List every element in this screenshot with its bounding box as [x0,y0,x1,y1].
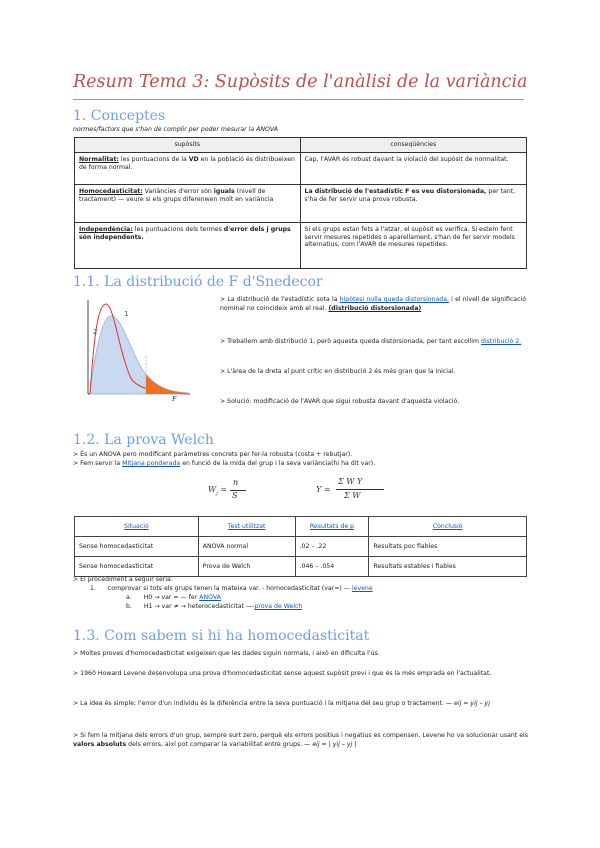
heading-snedecor: 1.1. La distribució de F d'Snedecor [73,274,323,290]
table-header-cell: conseqüències [300,138,526,153]
list-number: 1. [90,585,96,592]
link-hipotesi-nulla[interactable]: hipòtesi nulla queda distorsionada, [339,296,449,303]
list-letter: b. [126,603,132,610]
table-header-cell: Resultats de p [295,517,369,537]
list-text: H1 → var ≠ → heterocedasticitat —- [143,603,255,610]
table-cell [300,184,526,222]
label-f-axis: F [172,395,177,402]
title-divider [73,99,524,100]
table-header-cell: Situació [75,517,199,537]
table-cell: Resultats poc fiables [369,537,527,557]
formula-w-lhs: $W_j$ = [208,485,228,497]
fraction-bar [336,489,384,490]
cell-bold-text: iguals [213,187,235,195]
line-text: en funció de la mida del grup i la seva variància(hi ha dit var). [180,460,376,467]
procedure-step-a [126,594,221,603]
formula-weighted-mean [316,476,416,506]
formula-text: j [216,490,218,497]
table-row [75,222,527,268]
f-distribution-graph [82,296,194,402]
welch-line-2 [73,460,375,469]
paragraph-bold-text: (distribució distorsionada) [328,304,422,312]
table-cell [75,222,301,268]
snedecor-paragraph-2 [220,338,526,347]
cell-text: per tant, s'ha de fer servir una prova robusta. [304,187,516,203]
procedure-step-b [126,603,302,612]
cell-bold-text: VD [188,155,199,163]
inline-formula: — eij = | yij – yj | [302,740,357,748]
welch-line-1: > És un ANOVA pero modificant paràmetres concrets per fer-la robusta (costa + rebutjar). [73,451,353,458]
snedecor-paragraph-3: > L'àrea de la dreta al punt crític en distribució 2 és més gran que la inicial. [220,368,456,375]
label-distribution-1: 1 [124,310,129,318]
conceptes-subtitle: normes/factors que s'han de complir per poder mesurar la ANOVA [73,126,278,133]
document-title: Resum Tema 3: Supòsits de l'anàlisi de la variància [73,72,528,92]
table-cell [75,184,301,222]
table-cell: Resultats estables i fiables [369,557,527,577]
line-text: > Fem servir la [73,460,123,467]
formula-numerator: n [233,478,239,487]
paragraph-text: > Treballem amb distribució 1, però aquesta queda distorsionada, per tant escollim [220,338,482,345]
welch-results-table [74,516,527,577]
paragraph-bold-text: valors absoluts [73,740,127,748]
link-prova-welch[interactable]: prova de Welch [254,603,303,610]
table-header-cell: supòsits [75,138,301,153]
critical-region-fill [146,374,188,394]
table-header-row [75,138,527,153]
term-homocedasticitat: Homocedasticitat: [79,187,143,195]
paragraph-text: > La distribució de l'estadístic sota la [220,296,340,303]
heading-welch: 1.2. La prova Welch [73,432,214,448]
paragraph-text: > Si fem la mitjana dels errors d'un grup, sempre surt zero, perquè els errors positius i negatius es compensen. Levene ho va solucionar usant els [73,732,528,739]
cell-text: les puntuacions dels termes [132,225,224,233]
term-independencia: Independència: [79,225,133,233]
table-row [75,557,527,577]
distribution-2-curve [90,316,188,394]
link-anova[interactable]: ANOVA [199,594,221,601]
procedure-step-1 [90,585,373,594]
list-text: H0 → var = — fer [143,594,200,601]
formula-denominator: S [232,491,238,500]
term-normalitat: Normalitat: [79,155,119,163]
table-header-row [75,517,527,537]
list-letter: a. [126,594,132,601]
inline-formula: — eij = yij – yj [443,700,490,707]
snedecor-paragraph-1 [220,296,526,313]
link-distribucio-2[interactable]: distribució 2. [481,338,522,345]
paragraph-text: > La idea és simple; l'error d'un individu és la diferència entre la seva puntuació i la mitjana del seu grup o tractament. [73,700,444,707]
list-text: comprovar si tots els grups tenen la mateixa var. - homocedasticitat (var=) — [107,585,350,592]
table-row [75,537,527,557]
paragraph-text: dels errors, així pot comparar la variabilitat entre grups. [126,740,303,748]
table-cell: .046 – .054 [295,557,369,577]
table-row [75,184,527,222]
table-cell: Sense homocedasticitat [75,537,199,557]
paragraph-text: i el nivell de significació nominal no coincideix amb el real. [220,296,526,312]
table-cell [75,152,301,184]
homoced-paragraph-4 [73,732,528,749]
table-header-cell: Test utilitzat [198,517,295,537]
formula-denominator: Σ W [344,491,361,500]
table-cell: .02 – .22 [295,537,369,557]
label-distribution-2: 2 [93,328,98,336]
cell-text: les puntuacions de la [118,155,189,163]
table-cell: ANOVA normal [198,537,295,557]
table-cell: Prova de Welch [198,557,295,577]
cell-bold-text: La distribució de l'estadístic F es veu distorsionada, [304,187,487,195]
link-mitjana-ponderada[interactable]: Mitjana ponderada [122,460,181,467]
heading-conceptes: 1. Conceptes [73,108,166,124]
table-cell: Sense homocedasticitat [75,557,199,577]
link-levene[interactable]: levene [351,585,373,592]
homoced-paragraph-2: > 1960 Howard Levene desenvolupa una prova d'homocedasticitat sense aquest supòsit previ i que és la més emprada en l'actualitat. [73,670,492,677]
snedecor-paragraph-4: > Solució: modificació de l'AVAR que sigui robusta davant d'aquesta violació. [220,398,460,405]
heading-homocedasticitat: 1.3. Com sabem si hi ha homocedasticitat [73,628,370,644]
cell-text: en la població és distribueixen de forma normal. [79,155,295,171]
procedure-intro: > El procediment a seguir seria: [73,576,173,583]
table-cell: Si els grups estan fets a l'atzar, el supòsit es verifica. Si estem fent servir mesures repetides o aparellament, s'han de fer servir models alternatius, com l'AVAR de mesures repetides. [300,222,526,268]
formula-weight [208,476,268,506]
homoced-paragraph-3 [73,700,528,709]
assumptions-table [74,137,527,269]
formula-text: W [208,485,217,494]
table-row [75,152,527,184]
cell-bold-text: d'error dels j grups són independents. [79,225,291,241]
formula-y-lhs: Y = [316,485,331,494]
table-cell: Cap, l'AVAR és robust davant la violació del supòsit de normalitat. [300,152,526,184]
homoced-paragraph-1: > Moltes proves d'homocedasticitat exigeixen que les dades siguin normals, i això en dificulta l'ús. [73,650,380,657]
table-header-cell: Conclusió [369,517,527,537]
formula-numerator: Σ W Y [338,477,363,486]
cell-text: (nivell de tractament) — veure si els grups diferenwen molt en variància [79,187,274,203]
cell-text: Variàncies d'error són [142,187,214,195]
